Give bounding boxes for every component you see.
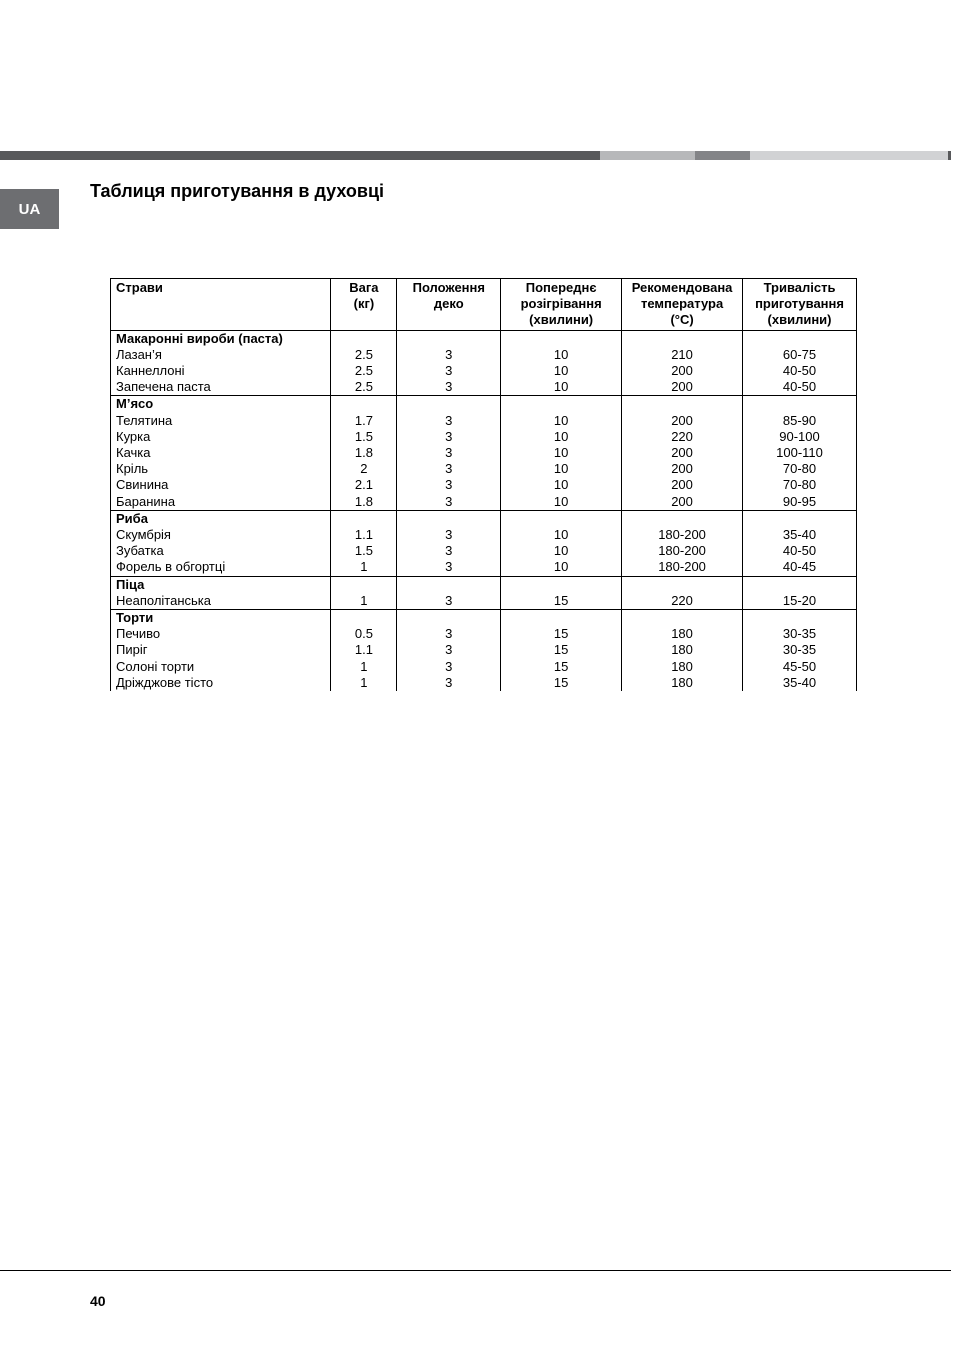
table-row [111, 527, 857, 543]
empty-cell [743, 576, 857, 593]
cell-position: 3 [397, 675, 501, 691]
language-tab: UA [0, 189, 59, 229]
empty-cell [397, 396, 501, 413]
table-row [111, 477, 857, 493]
empty-cell [331, 510, 397, 527]
table-row [111, 429, 857, 445]
empty-cell [622, 330, 743, 347]
cell-preheat: 15 [501, 593, 622, 610]
cell-position: 3 [397, 445, 501, 461]
category-row [111, 330, 857, 347]
cell-time: 40-50 [743, 363, 857, 379]
cell-weight: 1.1 [331, 527, 397, 543]
cell-weight: 1 [331, 675, 397, 691]
cell-preheat: 15 [501, 659, 622, 675]
cell-time: 40-50 [743, 543, 857, 559]
cell-preheat: 15 [501, 642, 622, 658]
table-header-row [111, 279, 857, 331]
cell-time: 35-40 [743, 527, 857, 543]
cell-weight: 2.5 [331, 379, 397, 396]
cooking-table [110, 278, 857, 691]
empty-cell [622, 576, 743, 593]
cell-temp: 200 [622, 445, 743, 461]
dish-name: Запечена паста [111, 379, 331, 396]
dish-name: Форель в обгортці [111, 559, 331, 576]
cell-weight: 2.5 [331, 363, 397, 379]
cell-time: 30-35 [743, 626, 857, 642]
header-bar-segment-pale [750, 151, 948, 160]
cell-temp: 180-200 [622, 543, 743, 559]
empty-cell [622, 610, 743, 627]
cell-preheat: 10 [501, 477, 622, 493]
cell-weight: 1.8 [331, 494, 397, 511]
table-row [111, 642, 857, 658]
empty-cell [501, 610, 622, 627]
empty-cell [397, 510, 501, 527]
empty-cell [331, 576, 397, 593]
dish-name: Солоні торти [111, 659, 331, 675]
empty-cell [501, 330, 622, 347]
empty-cell [331, 330, 397, 347]
cell-preheat: 10 [501, 429, 622, 445]
cell-preheat: 10 [501, 527, 622, 543]
cell-weight: 1 [331, 659, 397, 675]
cell-weight: 0.5 [331, 626, 397, 642]
cell-time: 40-50 [743, 379, 857, 396]
cell-weight: 1.8 [331, 445, 397, 461]
table-row [111, 445, 857, 461]
cell-weight: 1.1 [331, 642, 397, 658]
cell-temp: 200 [622, 363, 743, 379]
empty-cell [743, 330, 857, 347]
dish-name: Кріль [111, 461, 331, 477]
table-row [111, 675, 857, 691]
cell-temp: 200 [622, 413, 743, 429]
table-row [111, 413, 857, 429]
cell-time: 45-50 [743, 659, 857, 675]
category-row [111, 396, 857, 413]
header-preheat: Попереднє розігрівання (хвилини) [501, 279, 622, 331]
cell-preheat: 10 [501, 363, 622, 379]
cell-time: 15-20 [743, 593, 857, 610]
cell-preheat: 10 [501, 559, 622, 576]
header-dish: Страви [111, 279, 331, 331]
cell-position: 3 [397, 494, 501, 511]
page-title: Таблиця приготування в духовці [90, 181, 385, 201]
table-row [111, 494, 857, 511]
cell-preheat: 10 [501, 445, 622, 461]
cell-time: 30-35 [743, 642, 857, 658]
cell-weight: 1 [331, 559, 397, 576]
cell-time: 85-90 [743, 413, 857, 429]
category-row [111, 576, 857, 593]
category-label: Торти [111, 610, 331, 627]
header-bar-segment-light [600, 151, 695, 160]
empty-cell [622, 510, 743, 527]
header-color-bar [0, 151, 954, 160]
dish-name: Лазан’я [111, 347, 331, 363]
cell-time: 35-40 [743, 675, 857, 691]
table-body [111, 330, 857, 691]
dish-name: Зубатка [111, 543, 331, 559]
cell-time: 90-100 [743, 429, 857, 445]
cell-weight: 1.5 [331, 429, 397, 445]
empty-cell [331, 610, 397, 627]
dish-name: Пиріг [111, 642, 331, 658]
cell-temp: 220 [622, 593, 743, 610]
empty-cell [397, 576, 501, 593]
dish-name: Телятина [111, 413, 331, 429]
empty-cell [397, 610, 501, 627]
cell-position: 3 [397, 626, 501, 642]
table-row [111, 461, 857, 477]
empty-cell [331, 396, 397, 413]
category-row [111, 610, 857, 627]
cell-position: 3 [397, 461, 501, 477]
footer-rule [0, 1270, 951, 1271]
cell-position: 3 [397, 593, 501, 610]
category-label: Макаронні вироби (паста) [111, 330, 331, 347]
category-label: Піца [111, 576, 331, 593]
table-header [111, 279, 857, 331]
cell-time: 70-80 [743, 461, 857, 477]
cell-time: 40-45 [743, 559, 857, 576]
cell-preheat: 10 [501, 494, 622, 511]
cell-preheat: 10 [501, 461, 622, 477]
cell-temp: 180 [622, 659, 743, 675]
dish-name: Скумбрія [111, 527, 331, 543]
cell-weight: 1.7 [331, 413, 397, 429]
dish-name: Баранина [111, 494, 331, 511]
dish-name: Каннеллоні [111, 363, 331, 379]
cell-position: 3 [397, 379, 501, 396]
table-row [111, 363, 857, 379]
empty-cell [743, 396, 857, 413]
dish-name: Качка [111, 445, 331, 461]
cell-preheat: 10 [501, 543, 622, 559]
cell-temp: 200 [622, 477, 743, 493]
cell-position: 3 [397, 659, 501, 675]
cell-weight: 2.5 [331, 347, 397, 363]
empty-cell [622, 396, 743, 413]
cell-temp: 200 [622, 494, 743, 511]
table-row [111, 347, 857, 363]
page-number: 40 [90, 1293, 106, 1309]
cell-position: 3 [397, 559, 501, 576]
cell-position: 3 [397, 429, 501, 445]
empty-cell [501, 510, 622, 527]
cell-temp: 180-200 [622, 559, 743, 576]
cell-time: 70-80 [743, 477, 857, 493]
cell-position: 3 [397, 363, 501, 379]
cell-time: 100-110 [743, 445, 857, 461]
empty-cell [743, 510, 857, 527]
table-row [111, 593, 857, 610]
cell-preheat: 15 [501, 626, 622, 642]
cell-weight: 2 [331, 461, 397, 477]
empty-cell [501, 396, 622, 413]
dish-name: Дріжджове тісто [111, 675, 331, 691]
cell-position: 3 [397, 642, 501, 658]
cell-weight: 2.1 [331, 477, 397, 493]
cell-time: 60-75 [743, 347, 857, 363]
empty-cell [743, 610, 857, 627]
table-row [111, 379, 857, 396]
cell-temp: 180 [622, 626, 743, 642]
dish-name: Курка [111, 429, 331, 445]
cell-weight: 1.5 [331, 543, 397, 559]
cell-temp: 180 [622, 642, 743, 658]
table-row [111, 543, 857, 559]
table-row [111, 626, 857, 642]
dish-name: Печиво [111, 626, 331, 642]
category-label: М’ясо [111, 396, 331, 413]
header-bar-segment-mid [695, 151, 750, 160]
dish-name: Неаполітанська [111, 593, 331, 610]
cell-temp: 210 [622, 347, 743, 363]
cell-temp: 180-200 [622, 527, 743, 543]
cell-temp: 200 [622, 461, 743, 477]
header-temperature: Рекомендована температура (°С) [622, 279, 743, 331]
category-label: Риба [111, 510, 331, 527]
header-bar-segment-dark [0, 151, 600, 160]
header-position: Положення деко [397, 279, 501, 331]
cell-time: 90-95 [743, 494, 857, 511]
header-duration: Тривалість приготування (хвилини) [743, 279, 857, 331]
dish-name: Свинина [111, 477, 331, 493]
cell-temp: 180 [622, 675, 743, 691]
table-row [111, 659, 857, 675]
cell-position: 3 [397, 527, 501, 543]
cell-position: 3 [397, 413, 501, 429]
cell-position: 3 [397, 477, 501, 493]
cell-preheat: 10 [501, 379, 622, 396]
cell-position: 3 [397, 543, 501, 559]
cell-temp: 220 [622, 429, 743, 445]
header-bar-segment-end [948, 151, 951, 160]
empty-cell [501, 576, 622, 593]
table-row [111, 559, 857, 576]
empty-cell [397, 330, 501, 347]
cell-preheat: 10 [501, 413, 622, 429]
cell-temp: 200 [622, 379, 743, 396]
category-row [111, 510, 857, 527]
cell-weight: 1 [331, 593, 397, 610]
cell-preheat: 15 [501, 675, 622, 691]
cell-position: 3 [397, 347, 501, 363]
cell-preheat: 10 [501, 347, 622, 363]
header-weight: Вага (кг) [331, 279, 397, 331]
